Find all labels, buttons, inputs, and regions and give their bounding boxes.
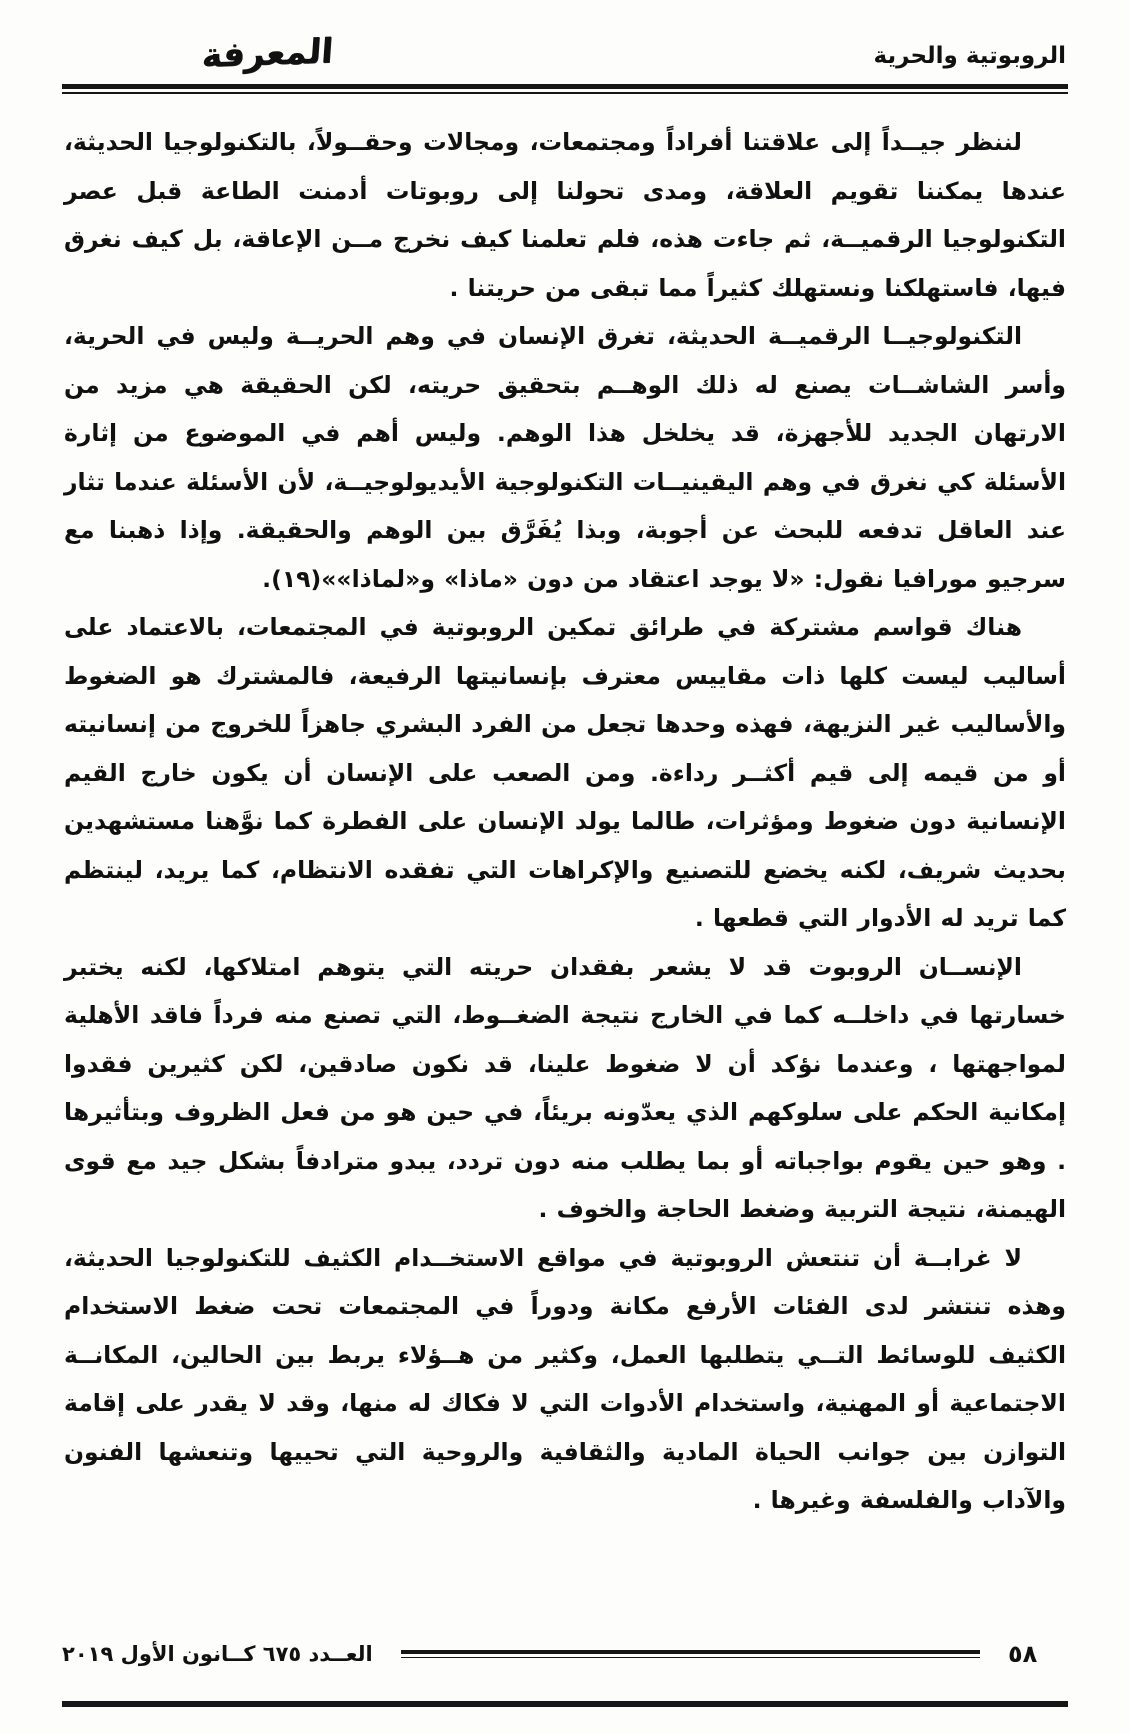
paragraph-4: الإنســان الروبوت قد لا يشعر بفقدان حريته التي يتوهم امتلاكها، لكنه يختبر خسارتها في داخلــه كما في الخارج نتيجة الضغــوط، التي تصنع منه فرداً فاقد الأهلية لمواجهتها ، وعندما نؤكد أن لا ضغوط علينا، قد نكون صادقين، لكن كثيرين فقدوا إمكانية الحكم على سلوكهم الذي يعدّونه بريئاً، في حين هو من فعل الظروف وبتأثيرها . وهو حين يقوم بواجباته أو بما يطلب منه دون تردد، يبدو مترادفاً بشكل جيد مع قوى الهيمنة، نتيجة التربية وضغط الحاجة والخوف . [64, 952, 1066, 1223]
bottom-edge-rule [62, 1701, 1068, 1707]
paragraph-1: لننظر جيــداً إلى علاقتنا أفراداً ومجتمعات، ومجالات وحقــولاً، بالتكنولوجيا الحديثة، عندها يمكننا تقويم العلاقة، ومدى تحولنا إلى روبوتات أدمنت الطاعة قبل عصر التكنولوجيا الرقميــة، ثم جاءت هذه، فلم تعلمنا كيف نخرج مــن الإعاقة، بل كيف نغرق فيها، فاستهلكنا ونستهلك كثيراً مما تبقى من حريتنا . [64, 128, 1066, 302]
paragraph-5: لا غرابــة أن تنتعش الروبوتية في مواقع الاستخــدام الكثيف للتكنولوجيا الحديثة، وهذه تنتشر لدى الفئات الأرفع مكانة ودوراً في المجتمعات تحت ضغط الاستخدام الكثيف للوسائط التــي يتطلبها العمل، وكثير من هــؤلاء يربط بين الحالين، المكانــة الاجتماعية أو المهنية، واستخدام الأدوات التي لا فكاك له منها، وقد لا يقدر على إقامة التوازن بين جوانب الحياة المادية والثقافية والروحية التي تحييها وتنعشها الفنون والآداب والفلسفة وغيرها . [64, 1243, 1066, 1514]
paragraph-2: التكنولوجيــا الرقميــة الحديثة، تغرق الإنسان في وهم الحريــة وليس في الحرية، وأسر الشاشــات يصنع له ذلك الوهــم بتحقيق حريته، لكن الحقيقة هي مزيد من الارتهان الجديد للأجهزة، قد يخلخل هذا الوهم. وليس أهم في الموضوع من إثارة الأسئلة كي نغرق في وهم اليقينيــات التكنولوجية الأيديولوجيــة، لأن الأسئلة عندما تثار عند العاقل تدفعه للبحث عن أجوبة، وبذا يُفَرَّق بين الوهم والحقيقة. وإذا ذهبنا مع سرجيو مورافيا نقول: «لا يوجد اعتقاد من دون «ماذا» و«لماذا»»(١٩). [64, 322, 1066, 593]
page-header [62, 30, 1068, 82]
footer-divider [401, 1650, 980, 1659]
issue-info: العــدد ٦٧٥ كــانون الأول ٢٠١٩ [62, 1642, 373, 1666]
page-number: ٥٨ [1008, 1640, 1038, 1668]
article-body [64, 118, 1066, 1525]
footer-divider-thick-line [401, 1650, 980, 1654]
header-divider [62, 84, 1068, 94]
header-divider-thin-line [62, 92, 1068, 94]
article-title: الروبوتية والحرية [873, 43, 1066, 69]
page-footer [62, 1637, 1068, 1671]
footer-divider-thin-line [401, 1657, 980, 1659]
header-divider-thick-line [62, 84, 1068, 89]
paragraph-3: هناك قواسم مشتركة في طرائق تمكين الروبوتية في المجتمعات، بالاعتماد على أساليب ليست كلها ذات مقاييس معترف بإنسانيتها الرفيعة، فالمشترك هو الضغوط والأساليب غير النزيهة، فهذه وحدها تجعل من الفرد البشري جاهزاً للخروج من إنسانيته أو من قيمه إلى قيم أكثــر رداءة. ومن الصعب على الإنسان أن يكون خارج القيم الإنسانية دون ضغوط ومؤثرات، طالما يولد الإنسان على الفطرة كما نوَّهنا مستشهدين بحديث شريف، لكنه يخضع للتصنيع والإكراهات التي تفقده الانتظام، كما يريد، لينتظم كما تريد له الأدوار التي قطعها . [64, 613, 1066, 932]
magazine-logo: المعرفة [200, 31, 335, 76]
